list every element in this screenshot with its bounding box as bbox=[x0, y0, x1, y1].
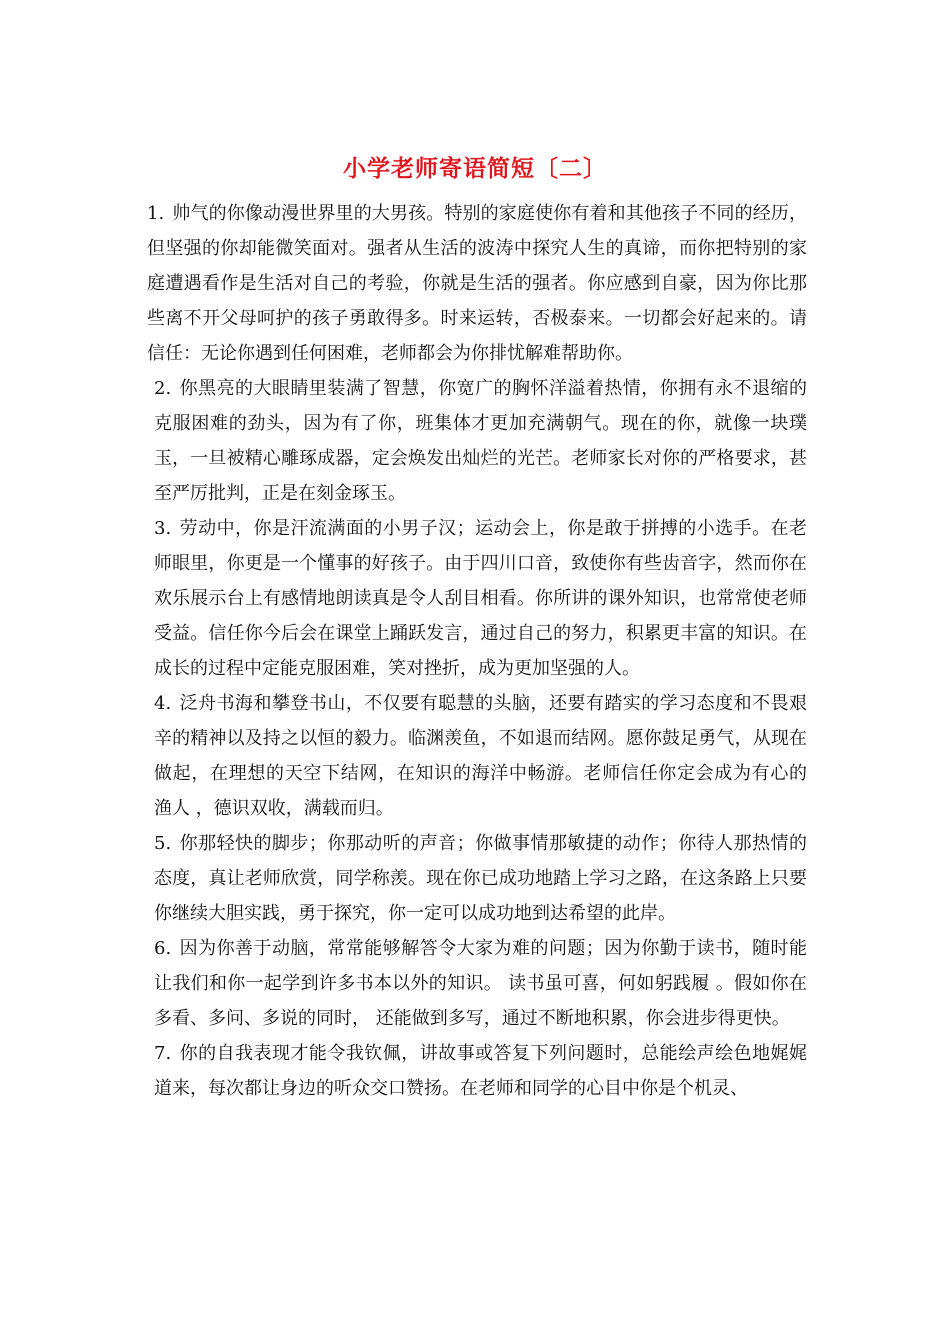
paragraph-text: 泛舟书海和攀登书山，不仅要有聪慧的头脑，还要有踏实的学习态度和不畏艰辛的精神以及持之以恒的毅力。临渊羡鱼，不如退而结网。愿你鼓足勇气，从现在做起，在理想的天空下结网，在知识的海洋中畅游。老师信任你定会成为有心的 渔人 ，德识双收，满载而归。 bbox=[154, 693, 807, 819]
paragraph-number: 4. bbox=[154, 693, 172, 714]
paragraph-4 bbox=[147, 686, 807, 826]
paragraph-number: 7. bbox=[154, 1043, 172, 1064]
paragraph-number: 5. bbox=[154, 833, 172, 854]
paragraph-number: 2. bbox=[154, 378, 172, 399]
document-title: 小学老师寄语简短〔二〕 bbox=[343, 155, 607, 182]
paragraph-text: 帅气的你像动漫世界里的大男孩。特别的家庭使你有着和其他孩子不同的经历，但坚强的你却能微笑面对。强者从生活的波涛中探究人生的真谛，而你把特别的家庭遭遇看作是生活对自己的考验，你就是生活的强者。你应感到自豪，因为你比那些离不开父母呵护的孩子勇敢得多。时来运转，否极泰来。一切都会好起来的。请信任：无论你遇到任何困难，老师都会为你排忧解难帮助你。 bbox=[147, 203, 807, 364]
paragraph-5 bbox=[147, 826, 807, 931]
paragraph-1 bbox=[147, 196, 807, 371]
paragraph-2 bbox=[147, 371, 807, 511]
paragraph-text: 因为你善于动脑，常常能够解答令大家为难的问题；因为你勤于读书，随时能让我们和你一起学到许多书本以外的知识。 读书虽可喜，何如躬践履 。假如你在多看、多问、多说的同时， 还能做到多写，通过不断地积累，你会进步得更快。 bbox=[154, 938, 807, 1029]
paragraph-6 bbox=[147, 931, 807, 1036]
paragraph-7 bbox=[147, 1036, 807, 1106]
paragraph-text: 你那轻快的脚步；你那动听的声音；你做事情那敏捷的动作；你待人那热情的态度，真让老师欣赏，同学称羡。现在你已成功地踏上学习之路，在这条路上只要你继续大胆实践，勇于探究，你一定可以成功地到达希望的此岸。 bbox=[154, 833, 807, 924]
paragraph-3 bbox=[147, 511, 807, 686]
paragraph-number: 1. bbox=[147, 203, 165, 224]
paragraph-text: 你的自我表现才能令我钦佩，讲故事或答复下列问题时，总能绘声绘色地娓娓道来，每次都让身边的听众交口赞扬。在老师和同学的心目中你是个机灵、 bbox=[154, 1043, 807, 1099]
paragraph-text: 劳动中，你是汗流满面的小男子汉；运动会上，你是敢于拼搏的小选手。在老师眼里，你更是一个懂事的好孩子。由于四川口音，致使你有些齿音字，然而你在欢乐展示台上有感情地朗读真是令人刮目相看。你所讲的课外知识，也常常使老师受益。信任你今后会在课堂上踊跃发言，通过自己的努力，积累更丰富的知识。在成长的过程中定能克服困难，笑对挫折，成为更加坚强的人。 bbox=[154, 518, 807, 679]
paragraph-text: 你黑亮的大眼睛里装满了智慧，你宽广的胸怀洋溢着热情，你拥有永不退缩的克服困难的劲头，因为有了你，班集体才更加充满朝气。现在的你，就像一块璞玉，一旦被精心雕琢成器，定会焕发出灿烂的光芒。老师家长对你的严格要求，甚至严厉批判，正是在刻金琢玉。 bbox=[154, 378, 807, 504]
paragraph-number: 3. bbox=[154, 518, 172, 539]
paragraph-number: 6. bbox=[154, 938, 172, 959]
document-body bbox=[147, 196, 807, 1106]
